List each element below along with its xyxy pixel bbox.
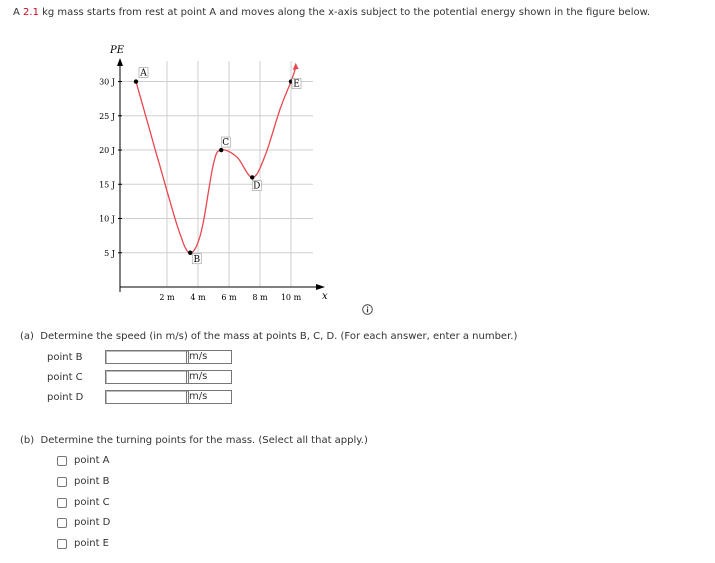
x-tick-label: 6 m: [221, 293, 237, 302]
option-point-d[interactable]: point D: [57, 517, 110, 528]
y-tick-label: 10 J: [99, 214, 115, 224]
point-b-unit: m/s: [186, 350, 232, 364]
point-d-unit: m/s: [186, 390, 232, 404]
y-tick-label: 5 J: [104, 248, 115, 258]
problem-statement: A 2.1 kg mass starts from rest at point A and moves along the x-axis subject to the potential energy shown in the figure below.: [13, 7, 651, 18]
x-tick-label: 4 m: [190, 293, 206, 302]
grid: [120, 61, 313, 287]
curve-arrow: [293, 63, 299, 70]
point-c-unit: m/s: [186, 370, 232, 384]
potential-energy-curve: [136, 68, 296, 253]
point-c-label: C: [222, 138, 230, 149]
info-icon[interactable]: [362, 304, 373, 315]
x-axis-label: x: [322, 291, 328, 302]
point-b-label: point B: [47, 352, 83, 363]
x-tick-label: 2 m: [159, 293, 175, 302]
point-a-marker: [134, 79, 138, 83]
point-c-speed-input[interactable]: [105, 370, 189, 384]
checkbox-point-a[interactable]: [57, 456, 67, 466]
point-d-marker: [250, 175, 254, 179]
point-d-label: point D: [47, 392, 84, 403]
point-c-label: point C: [47, 372, 83, 383]
x-tick-label: 8 m: [252, 293, 268, 302]
checkbox-point-e[interactable]: [57, 539, 67, 549]
axes: [117, 58, 325, 292]
point-a-label: A: [140, 68, 147, 79]
part-a-question: (a) Determine the speed (in m/s) of the mass at points B, C, D. (For each answer, enter a number.): [20, 331, 518, 342]
option-point-e[interactable]: point E: [57, 538, 109, 549]
y-tick-label: 30 J: [99, 77, 115, 87]
option-point-c[interactable]: point C: [57, 497, 110, 508]
checkbox-point-d[interactable]: [57, 518, 67, 528]
y-tick-label: 15 J: [99, 180, 115, 190]
point-b-speed-input[interactable]: [105, 350, 189, 364]
point-e-label: E: [293, 79, 300, 90]
checkbox-point-b[interactable]: [57, 477, 67, 487]
y-tick-label: 25 J: [99, 111, 115, 121]
point-b-label: B: [193, 254, 201, 265]
y-axis-label: PE: [110, 45, 125, 56]
point-d-label: D: [253, 181, 261, 192]
y-tick-label: 20 J: [99, 146, 115, 156]
point-b-marker: [188, 251, 192, 255]
option-point-a[interactable]: point A: [57, 455, 110, 466]
checkbox-point-c[interactable]: [57, 498, 67, 508]
x-tick-label: 10 m: [280, 293, 302, 302]
mass-value: 2.1: [23, 7, 39, 18]
point-d-speed-input[interactable]: [105, 390, 189, 404]
part-b-question: (b) Determine the turning points for the mass. (Select all that apply.): [20, 435, 368, 446]
point-c-marker: [219, 148, 223, 152]
option-point-b[interactable]: point B: [57, 476, 110, 487]
